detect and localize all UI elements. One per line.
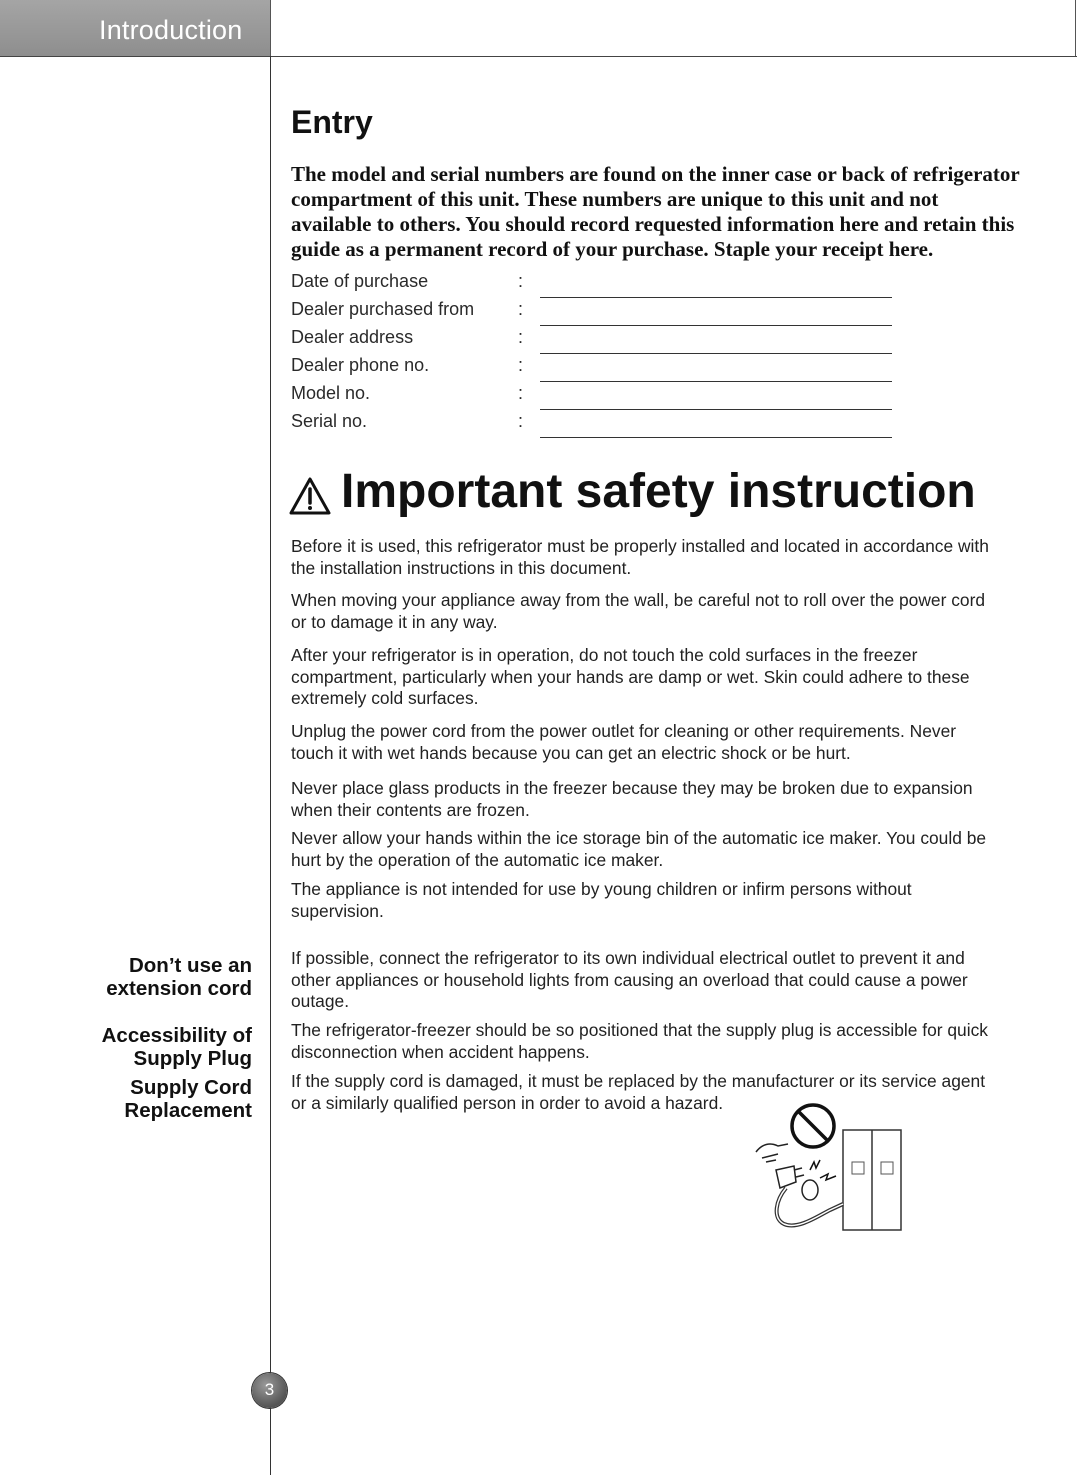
field-colon: :: [518, 411, 524, 431]
sidebar-heading-line: Replacement: [124, 1099, 252, 1122]
field-line-dealer-address[interactable]: [540, 353, 892, 354]
safety-paragraph: When moving your appliance away from the wall, be careful not to roll over the power cord or to damage it in any way.: [291, 590, 986, 632]
safety-paragraph-extension-cord: If possible, connect the refrigerator to its own individual electrical outlet to prevent it and other appliances or household lights from causing an overload that could cause a power outage.: [291, 948, 968, 1011]
field-colon: :: [518, 383, 524, 403]
sidebar-heading-accessibility: [102, 1024, 252, 1070]
sidebar-heading-line: Don’t use an: [128, 954, 252, 977]
field-colon: :: [518, 299, 524, 319]
safety-paragraph: After your refrigerator is in operation, do not touch the cold surfaces in the freezer compartment, particularly when your hands are damp or wet. Skin could adhere to these extremely cold surfaces.: [291, 645, 970, 708]
safety-paragraph-cord-replacement: If the supply cord is damaged, it must be replaced by the manufacturer or its service agent or a similarly qualified person in order to avoid a hazard.: [291, 1071, 986, 1113]
field-label-model-no: Model no.: [291, 383, 371, 403]
field-label-dealer-purchased-from: Dealer purchased from: [291, 299, 475, 319]
field-line-date-of-purchase[interactable]: [540, 297, 892, 298]
sidebar-heading-replacement: [124, 1076, 252, 1122]
sidebar-heading-line: Supply Plug: [133, 1047, 252, 1070]
field-line-model-no[interactable]: [540, 409, 892, 410]
sidebar-heading-line: Accessibility of: [101, 1024, 252, 1047]
field-label-date-of-purchase: Date of purchase: [291, 271, 429, 291]
sidebar-heading-extension-cord: [106, 954, 252, 1000]
safety-paragraph: The appliance is not intended for use by young children or infirm persons without supervision.: [291, 879, 912, 921]
field-label-dealer-address: Dealer address: [291, 327, 414, 347]
field-colon: :: [518, 355, 524, 375]
field-line-serial-no[interactable]: [540, 437, 892, 438]
section-tab: [0, 0, 271, 56]
header-rule: [0, 56, 1077, 57]
field-label-serial-no: Serial no.: [291, 411, 368, 431]
sidebar-heading-line: extension cord: [106, 977, 252, 1000]
field-label-dealer-phone: Dealer phone no.: [291, 355, 430, 375]
safety-paragraph: Unplug the power cord from the power outlet for cleaning or other requirements. Never touch it with wet hands because you can get an electric shock or be hurt.: [291, 721, 957, 763]
margin-divider: [270, 56, 271, 1475]
safety-heading: Important safety instruction: [341, 465, 976, 518]
safety-paragraph: Before it is used, this refrigerator must be properly installed and located in accordance with the installation instructions in this document.: [291, 536, 989, 578]
field-line-dealer-purchased-from[interactable]: [540, 325, 892, 326]
header-right-edge: [1075, 0, 1076, 56]
warning-triangle-icon: [288, 476, 332, 516]
field-line-dealer-phone[interactable]: [540, 381, 892, 382]
safety-paragraph-accessibility: The refrigerator-freezer should be so positioned that the supply plug is accessible for quick disconnection when accident happens.: [291, 1020, 988, 1062]
no-wet-hands-plug-icon: [748, 1100, 908, 1235]
sidebar-heading-line: Supply Cord: [130, 1076, 252, 1099]
page-number-badge: [252, 1373, 287, 1408]
safety-paragraph: Never allow your hands within the ice storage bin of the automatic ice maker. You could be hurt by the operation of the automatic ice maker.: [291, 828, 987, 870]
field-colon: :: [518, 327, 524, 347]
entry-intro-text: The model and serial numbers are found on the inner case or back of refrigerator compartment of this unit. These numbers are unique to this unit and not available to others. You should record requested information here and retain this guide as a permanent record of your purchase. Staple your receipt here.: [291, 162, 1020, 261]
field-colon: :: [518, 271, 524, 291]
entry-heading: Entry: [291, 104, 373, 140]
safety-paragraph: Never place glass products in the freezer because they may be broken due to expansion when their contents are frozen.: [291, 778, 973, 820]
page-number: 3: [264, 1380, 275, 1399]
section-title: Introduction: [99, 15, 243, 45]
